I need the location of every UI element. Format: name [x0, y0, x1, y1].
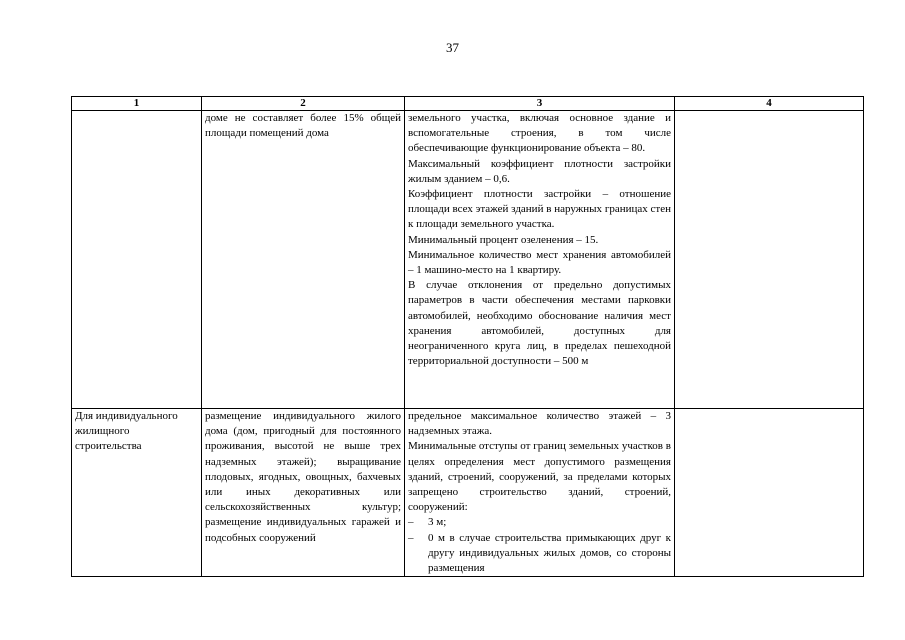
row2-description-cell [202, 409, 405, 577]
dash-marker: – [408, 531, 414, 544]
row1-param-2: Максимальный коэффициент плотности застройки жилым зданием – 0,6. [408, 157, 671, 185]
column-header-3: 3 [405, 97, 675, 111]
row2-param-1: предельное максимальное количество этажей – 3 надземных этажа. [408, 410, 671, 438]
column-header-1: 1 [72, 97, 202, 111]
regulations-table [71, 96, 864, 577]
column-header-4: 4 [675, 97, 864, 111]
row1-notes-cell [675, 111, 864, 409]
row2-notes-cell [675, 409, 864, 577]
row1-description-cell [202, 111, 405, 409]
list-item [408, 531, 671, 577]
row1-param-1: земельного участка, включая основное здание и вспомогательные строения, в том числе обеспечивающие функционирование объекта – 80. [408, 112, 671, 155]
table-row [72, 111, 864, 409]
row1-param-5: Минимальное количество мест хранения автомобилей – 1 машино-место на 1 квартиру. [408, 248, 671, 277]
row2-description-text: размещение индивидуального жилого дома (дом, пригодный для постоянного проживания, высотой не выше трех надземных этажей); выращивание плодовых, ягодных, овощных, бахчевых или иных декоративных или сельскохозяйственных культур; размещение индивидуальных гаражей и подсобных сооружений [205, 410, 401, 544]
row2-use-type-cell [72, 409, 202, 577]
bullet-text-1: 3 м; [428, 516, 447, 529]
dash-marker: – [408, 516, 414, 529]
list-item [408, 515, 671, 530]
row1-param-3: Коэффициент плотности застройки – отношение площади всех этажей зданий в наружных границах стен к площади земельного участка. [408, 188, 671, 231]
row2-parameters-cell [405, 409, 675, 577]
row1-use-type-cell [72, 111, 202, 409]
column-header-2: 2 [202, 97, 405, 111]
row1-param-6: В случае отклонения от предельно допустимых параметров в части обеспечения местами парковки автомобилей, необходимо обоснование наличия мест хранения автомобилей, доступных для неограниченного круга лиц, в пределах пешеходной территориальной доступности – 500 м [408, 279, 671, 368]
row2-param-2: Минимальные отступы от границ земельных участков в целях определения мест допустимого размещения зданий, строений, сооружений, за пределами которых запрещено строительство зданий, строений, сооружений: [408, 440, 671, 514]
row1-parameters-cell [405, 111, 675, 409]
row1-description-text: доме не составляет более 15% общей площади помещений дома [205, 112, 401, 140]
table-header-row [72, 97, 864, 111]
row2-use-type-text: Для индивидуального жилищного строительства [75, 410, 178, 453]
table-row [72, 409, 864, 577]
row1-param-4: Минимальный процент озеленения – 15. [408, 233, 599, 246]
page-number: 37 [446, 40, 459, 55]
bullet-text-2: 0 м в случае строительства примыкающих друг к другу индивидуальных жилых домов, со стороны размещения [428, 531, 671, 575]
